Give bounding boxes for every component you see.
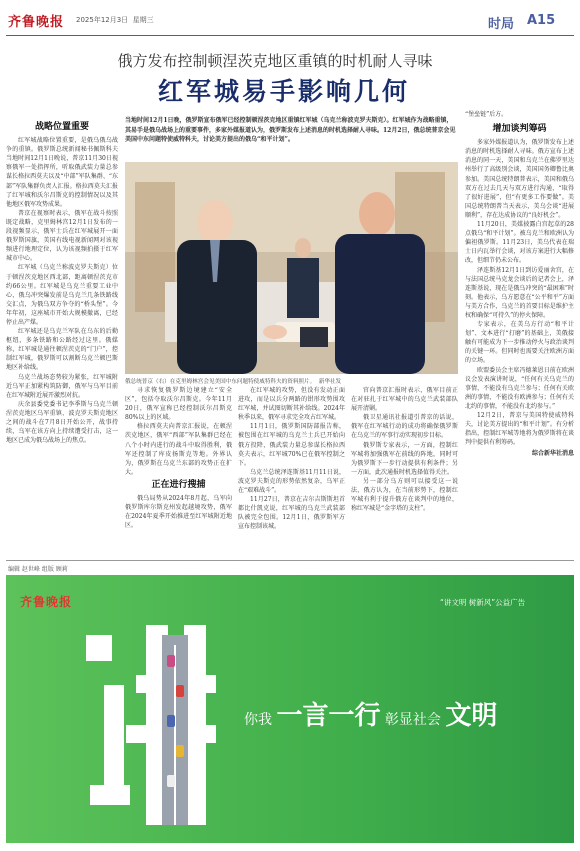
col1-paragraph: 红军城战略位置重要，是俄乌俄乌战争的重镇。俄罗斯总统新闻秘书佩斯科夫当地时间12月1日晚说，普京11月30日视察俄军一处指挥所，听取俄武装力量总参谋长格拉西莫夫以及“中部”军队集群、“东部”军队集群负责人汇报。格拉西莫夫汇报了红军城和沃尔昌斯克的控制情况以及其他地区俄军攻势成果。 bbox=[6, 137, 118, 208]
news-photo bbox=[125, 162, 458, 374]
road-character-graphic bbox=[76, 615, 226, 835]
col1-paragraph: 红军城（乌克兰称波克罗夫斯克）位于顿涅茨克地区西北部，距离顿涅茨克市约66公里。红军城是乌克兰重要工业中心，俄乌冲突爆发前是乌克兰几条铁路线交汇点，为俄乌双方争夺的“桥头堡”。今年年初，这座城市开始大规模撤离，已经停止出产煤。 bbox=[6, 264, 118, 326]
article-subheadline: 俄方发布控制顿涅茨克地区重镇的时机耐人寻味 bbox=[117, 52, 433, 70]
ad-slogan bbox=[244, 695, 497, 732]
editor-credits: 编辑 赵世峰 组版 顾莉 bbox=[8, 566, 68, 573]
page-number: A15 bbox=[527, 13, 556, 28]
col3-paragraph: 11月27日，普京在吉尔吉斯斯坦首都比什凯克说，红军城的乌克兰武装部队被完全包围。12月1日，俄罗斯军方宣布控制该城。 bbox=[238, 496, 345, 531]
col4-paragraph: 俄卫星通讯社报道引普京的话说，俄军在红军城行动的成功将确保俄罗斯在乌克兰的军事行动实现初步目标。 bbox=[351, 414, 458, 440]
newspaper-logo: 齐鲁晚报 bbox=[8, 15, 65, 30]
ad-slogan-emphasis: 文明 bbox=[445, 701, 498, 731]
col1-paragraph: 乌克兰战场态势较为紧张，红军城附近乌军正加紧构筑防御，俄军与乌军目前在红军城附近展开激烈对抗。 bbox=[6, 373, 118, 399]
col4-paragraph: 另一部分乌方则可以接受这一说法，俄方认为，在当前形势下，控制红军城有利于提升俄方在谈判中的地位，称红军城是“金字塔的支柱”。 bbox=[351, 477, 458, 513]
col5-paragraph: 多家外媒报道认为，俄罗斯发布上述消息的时机选择耐人寻味。俄方宣布上述消息的同一天，美国和乌克兰在佛罗里达州举行了高级别会谈，美国国务卿鲁比奥参加。美国总统特朗普表示，美国和俄乌双方在过去几天与双方进行沟通，“取得了很好进展”，但“有更多工作要做”。美国总统特朗普当天表示，美乌会谈“进展顺利”，存在达成协议的“良好机会”。 bbox=[465, 139, 574, 219]
column-1 bbox=[6, 123, 118, 445]
masthead-rule bbox=[6, 35, 574, 36]
col5-paragraph: 12月2日，普京与美国特使威特科夫，讨论美方提出的“和平计划”。有分析指出，控制红军城等地将为俄罗斯将在谈判中提供有利筹码。 bbox=[465, 412, 574, 447]
col3-paragraph: 11月1日，俄罗斯国防部报告称，被包围在红军城的乌克兰士兵已开始向俄方投降，俄武装力量总参谋长格拉西莫夫表示，红军城70%已在俄军控制之下。 bbox=[238, 423, 345, 467]
col1-paragraph: 红军城还是乌克兰军队在乌东的后勤枢纽，多条铁路和公路经过这里。俄媒称，红军城是通往顿涅茨克的“门户”，控制红军城，俄罗斯可以割断乌克兰顿巴斯地区补给线。 bbox=[6, 328, 118, 372]
col3-paragraph: 在红军城的攻势，但没有发动正面进攻，而是以兵分两路的钳形攻势围攻红军城，并试图切断其补给线。2024年秋季以来，俄军寻求完全攻占红军城。 bbox=[238, 387, 345, 422]
col4-paragraph: 俄罗斯专家表示，一方面，控制红军城将加强俄军在前线的阵地，同时可为俄罗斯下一步行动提供有利条件；另一方面，此次通报时机选择值得关注。 bbox=[351, 441, 458, 476]
ad-slogan-part: 彰显社会 bbox=[384, 712, 441, 728]
ad-slogan-emphasis: 一言一行 bbox=[276, 701, 381, 731]
issue-date: 2025年12月3日 星期三 bbox=[76, 16, 154, 24]
col4-paragraph: 官向普京汇报时表示，俄军目前正在对驻扎于红军城中的乌克兰武装部队展开清剿。 bbox=[351, 387, 458, 413]
masthead bbox=[0, 0, 580, 40]
section-name: 时局 bbox=[488, 17, 515, 32]
public-service-ad bbox=[6, 575, 574, 843]
column-5 bbox=[465, 110, 574, 458]
column-3 bbox=[238, 386, 345, 532]
col5-paragraph: 欧盟委员会主席冯德莱恩日前在欧洲议会发表演讲时说，“任何有关乌克兰的事情，不能没有乌克兰参与；任何有关欧洲的事情，不能没有欧洲参与；任何有关北约的事情，不能没有北约参与。” bbox=[465, 366, 574, 410]
col5-heading: 增加谈判筹码 bbox=[492, 124, 547, 135]
article-source: 综合新华社消息 bbox=[531, 450, 574, 458]
col5-paragraph: 泽连斯基12月1日到访爱丽舍宫，在与法国总统马克龙会谈后的记者会上，泽连斯基说，现在是俄乌冲突的“最困难”时刻。他表示，乌方愿意在“公平和平”方面与美方合作，乌克兰的首要目标是维护主权和确保“可持久”的停火保障。 bbox=[465, 266, 574, 319]
col2-heading: 正在进行搜捕 bbox=[151, 479, 206, 490]
col1-heading: 战略位置重要 bbox=[34, 122, 89, 132]
meeting-photo-illustration bbox=[125, 162, 458, 374]
col5-continuation: “堡垒链”后方。 bbox=[465, 111, 508, 118]
col2-paragraph: 俄乌局势从2024年8月起，乌军向俄罗斯库尔斯克州发起越境攻势，俄军在2024年夏季开始推进至红军城附近地区。 bbox=[125, 495, 232, 530]
col5-paragraph: 11月20日，美媒披露白宫起草的28点俄乌“和平计划”。被乌克兰和欧洲认为偏袒俄罗斯。11月23日，美乌代表在瑞士日内瓦举行会谈，对该方案进行大幅修改，但细节仍未公布。 bbox=[465, 221, 574, 265]
col2-paragraph: 寻求恢复俄罗斯边境建立“安全区”，包括夺取沃尔昌斯克。今年11月20日，俄军宣称已经控制沃尔昌斯克80%以上的区域。 bbox=[125, 387, 232, 422]
column-4 bbox=[351, 386, 458, 513]
col3-paragraph: 乌克兰总统泽连斯基11月11日说，波克罗夫斯克的形势依然复杂，乌军正在“艰难战斗”。 bbox=[238, 468, 345, 495]
article-lead: 当地时间12月1日晚，俄罗斯宣布俄军已经控制顿涅茨克地区重镇红军城（乌克兰称波克罗夫斯克）。红军城作为战略重镇，其易手是俄乌战场上的重要事件，多家外媒报道认为，俄罗斯发布上述消息的时机选择耐人寻味。12月2日，俄总统普京会见美国中东问题特使威特科夫，讨论美方提出的俄乌“和平计划”。 bbox=[125, 117, 456, 143]
ad-newspaper-logo: 齐鲁晚报 bbox=[20, 595, 73, 609]
ad-sponsor-text: “讲文明 树新风”公益广告 bbox=[440, 598, 526, 607]
article-headline: 红军城易手影响几何 bbox=[157, 77, 410, 106]
footer-rule bbox=[6, 560, 574, 561]
col1-paragraph: 庆余县委党委书记李季斯与乌克兰顿涅茨克地区乌军重镇、波克罗夫斯克地区之间的战斗在7月8日开始公开，战事持续，乌军在该方向上持续遭受打击，这一地区已成为俄乌战场上的焦点。 bbox=[6, 400, 118, 445]
col5-paragraph: 专家表示，在美乌方行动“和平计划”、文本进行“打磨”的基础上，美俄接触有可能成为下一步推动停火与政治谈判的关键一环。但同时也需要关注欧洲方面的立场。 bbox=[465, 321, 574, 365]
column-2 bbox=[125, 386, 232, 530]
photo-caption: 俄总统普京（右）在克里姆林宫会见美国中东问题特使威特科夫的资料照片。 新华社发 bbox=[125, 379, 342, 385]
ad-slogan-part: 你我 bbox=[244, 712, 272, 728]
col2-paragraph: 格拉西莫夫向普京汇报说，在顿涅茨克地区，俄军“西部”军队集群已经在八个小时内进行的战斗中取得胜利，俄军还控制了库皮扬斯克等地。外界认为，俄罗斯在乌克兰东部的攻势正在扩大。 bbox=[125, 423, 232, 476]
col1-paragraph: 普京在视察时表示，俄军在战斗按照既定战略，克里姆林宫12月1日发布的一段视频显示，俄军士兵在红军城展开一面俄罗斯国旗，美国有线电视新闻网对该视频进行地理定位，认为该视频拍摄于红军城市中心。 bbox=[6, 209, 118, 263]
